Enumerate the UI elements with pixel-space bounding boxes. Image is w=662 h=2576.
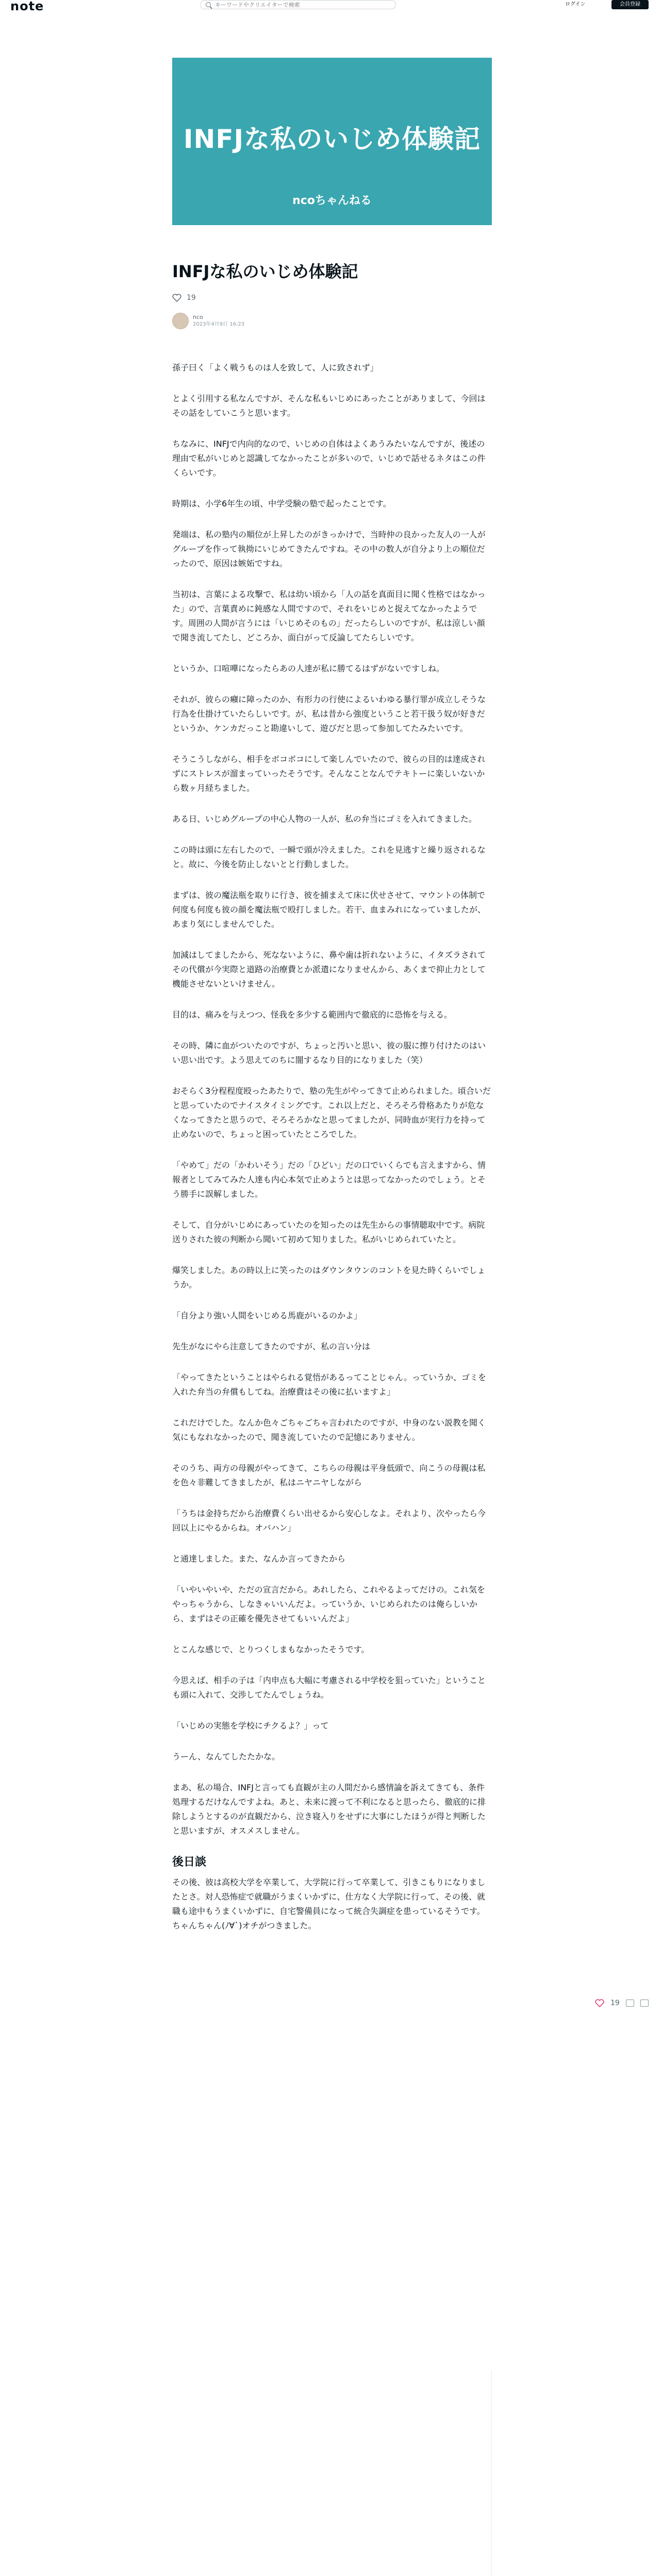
hero-image <box>172 58 492 225</box>
note-logo[interactable]: note <box>10 0 44 13</box>
paragraph: 「自分より強い人間をいじめる馬鹿がいるのかよ」 <box>172 1311 362 1320</box>
paragraph: ある日、いじめグループの中心人物の一人が、私の弁当にゴミを入れてきました。 <box>172 814 477 824</box>
floating-like-bar <box>595 1999 649 2007</box>
divider <box>491 2370 492 2576</box>
paragraph: 「やってきたということはやられる覚悟があるってことじゃん。っていうか、ゴミを入れた弁当の弁償もしてね。治療費はその後に払いますよ」 <box>172 1372 486 1397</box>
paragraph: まずは、彼の魔法瓶を取りに行き、彼を捕まえて床に伏せさせて、マウントの体制で何度も何度も彼の顔を魔法瓶で殴打しました。若干、血まみれになっていましたが、あまり気にしませんでした。 <box>172 890 486 929</box>
paragraph: というか、口喧嘩になったらあの人達が私に勝てるはずがないですしね。 <box>172 664 445 673</box>
author-meta <box>172 312 244 330</box>
like-count: 19 <box>610 1999 620 2007</box>
paragraph: 「うちは金持ちだから治療費くらい出せるから安心しなよ。それより、次やったら今回以上にやるからね。オバハン」 <box>172 1509 486 1533</box>
paragraph: 「やめて」だの「かわいそう」だの「ひどい」だの口でいくらでも言えますから、情報者としてみてみた人達も内心本気で止めようとは思ってなかったのでしょう。とそう勝手に誤解しました。 <box>172 1160 486 1199</box>
paragraph: まあ、私の場合、INFJと言っても直観が主の人間だから感情論を訴えてきても、条件処理するだけなんですよね。あと、未来に渡って不利になると思ったら、徹底的に排除しようとするのが直観だから、泣き寝入りをせずに大事にしたほうが得と判断したと思いますが、オスメスしません。 <box>172 1783 486 1836</box>
search-input[interactable] <box>215 2 380 8</box>
article-body <box>172 361 492 1950</box>
signup-button[interactable]: 会員登録 <box>611 0 649 9</box>
article-title: INFJな私のいじめ体験記 <box>172 262 358 281</box>
afterword-paragraph: その後、彼は高校大学を卒業して、大学院に行って卒業して、引きこもりになりましたとさ。対人恐怖症で就職がうまくいかずに、仕方なく大学院に行って、その後、就職も途中もうまくいかずに、自宅警備員になって統合失調症を患っているそうです。ちゃんちゃん(ﾉ∀`)オチがつきました。 <box>172 1877 486 1930</box>
comment-icon[interactable] <box>626 1999 634 2007</box>
hero-author: ncoちゃんねる <box>292 194 372 207</box>
search-icon <box>206 2 211 7</box>
afterword-heading: 後日談 <box>172 1856 207 1869</box>
paragraph: 加減はしてましたから、死なないように、鼻や歯は折れないように、イタズラされてその代償が今実際と道路の治療費とか派遣になりませんから、あくまで抑止力として機能させないといけません。 <box>172 950 486 989</box>
paragraph: そうこうしながら、相手をボコボコにして楽しんでいたので、彼らの目的は達成されずにストレスが溜まっていったそうです。そんなことなんでテキトーに楽しいないから数ヶ月経ちました。 <box>172 754 486 793</box>
heart-icon[interactable] <box>595 1999 604 2007</box>
paragraph: とこんな感じで、とりつくしまもなかったそうです。 <box>172 1645 370 1654</box>
paragraph: 爆笑しました。あの時以上に笑ったのはダウンタウンのコントを見た時くらいでしょうか。 <box>172 1265 486 1290</box>
avatar[interactable] <box>172 313 189 329</box>
paragraph: そのうち、両方の母親がやってきて、こちらの母親は平身低頭で、向こうの母親は私を色々非難してきましたが、私はニヤニヤしながら <box>172 1463 486 1487</box>
paragraph: とよく引用する私なんですが、そんな私もいじめにあったことがありまして、今回はその話をしていこうと思います。 <box>172 394 486 418</box>
paragraph: 先生がなにやら注意してきたのですが、私の言い分は <box>172 1342 371 1351</box>
heart-icon[interactable] <box>172 294 181 302</box>
publish-date: 2023年4月9日 16:23 <box>193 321 245 327</box>
paragraph: 孫子曰く「よく戦うものは人を致して、人に致されず」 <box>172 363 378 372</box>
paragraph: この時は頭に左右したので、一瞬で頭が冷えました。これを見逃すと繰り返されるなと。故に、今後を防止しないとと行動しました。 <box>172 845 486 869</box>
paragraph: 目的は、痛みを与えつつ、怪我を多少する範囲内で徹底的に恐怖を与える。 <box>172 1010 453 1020</box>
paragraph: おそらく3分程程度殴ったあたりで、塾の先生がやってきて止められました。頃合いだと思っていたのでナイスタイミングです。これ以上だと、そろそろ骨格あたりが危なくなってきたと思うので、そろそろかなと思ってましたが、同時血が実行力を持って止めないので、ちょっと困っていたところでした。 <box>172 1086 491 1139</box>
paragraph: その時、隣に血がついたのですが、ちょっと汚いと思い、彼の服に擦り付けたのはいい思い出です。よう思えてのちに闇するなり目的になりました（笑） <box>172 1041 486 1065</box>
paragraph: 時期は、小学6年生の頃、中学受験の塾で起ったことです。 <box>172 499 391 509</box>
search-bar[interactable] <box>200 0 396 9</box>
paragraph: 今思えば、相手の子は「内申点も大幅に考慮される中学校を狙っていた」ということも頭に入れて、交渉してたんでしょうね。 <box>172 1675 486 1700</box>
paragraph: と通達しました。また、なんか言ってきたから <box>172 1554 346 1564</box>
paragraph: 「いじめの実態を学校にチクるよ？」って <box>172 1721 329 1731</box>
like-count: 19 <box>187 294 196 302</box>
paragraph: これだけでした。なんか色々ごちゃごちゃ言われたのですが、中身のない説教を聞く気にもなれなかったので、聞き流していたので記憶にありません。 <box>172 1418 486 1442</box>
top-bar <box>0 0 662 12</box>
top-like-area <box>172 292 196 304</box>
paragraph: 「いやいやいや、ただの宣言だから。あれしたら、これやるよってだけの。これ気をやっちゃうから、しなきゃいいんだよ。っていうか、いじめられたのは俺らしいから、まずはその正確を優先させてもいいんだよ」 <box>172 1585 486 1623</box>
paragraph: 当初は、言葉による攻撃で、私は幼い頃から「人の話を真面目に聞く性格ではなかった」ので、言葉責めに鈍感な人間ですので、それをいじめと捉えてなかったようです。周囲の人間が言うには「いじめそのもの」だったらしいのですが、私は涼しい顔で聞き流してたし、どころか、面白がって反論してたらしいです。 <box>172 589 486 642</box>
paragraph: 発端は、私の塾内の順位が上昇したのがきっかけで、当時仲の良かった友人の一人がグループを作って執拗にいじめてきたんですね。その中の数人が自分より上の順位だったので、原因は嫉妬ですね。 <box>172 530 486 568</box>
hero-title: INFJな私のいじめ体験記 <box>183 124 481 154</box>
author-name[interactable]: nco <box>193 314 203 320</box>
paragraph: ちなみに、INFJで内向的なので、いじめの自体はよくあうみたいなんですが、後述の理由で私がいじめと認識してなかったことが多いので、いじめで話せるネタはこの件くらいです。 <box>172 439 486 478</box>
paragraph: それが、彼らの癪に障ったのか、有形力の行使によるいわゆる暴行罪が成立しそうな行為を仕掛けていたらしいです。が、私は昔から強度ということ若干扱う奴が好きだというか、ケンカだっこと勘違いして、遊びだと思って参加してたみたいです。 <box>172 694 486 733</box>
paragraph: うーん、なんてしたたかな。 <box>172 1752 280 1761</box>
share-icon[interactable] <box>640 1999 649 2007</box>
paragraph: そして、自分がいじめにあっていたのを知ったのは先生からの事情聴取中です。病院送りされた彼の判断から聞いて初めて知りました。私がいじめられていたと。 <box>172 1220 485 1244</box>
login-link[interactable]: ログイン <box>565 2 586 7</box>
